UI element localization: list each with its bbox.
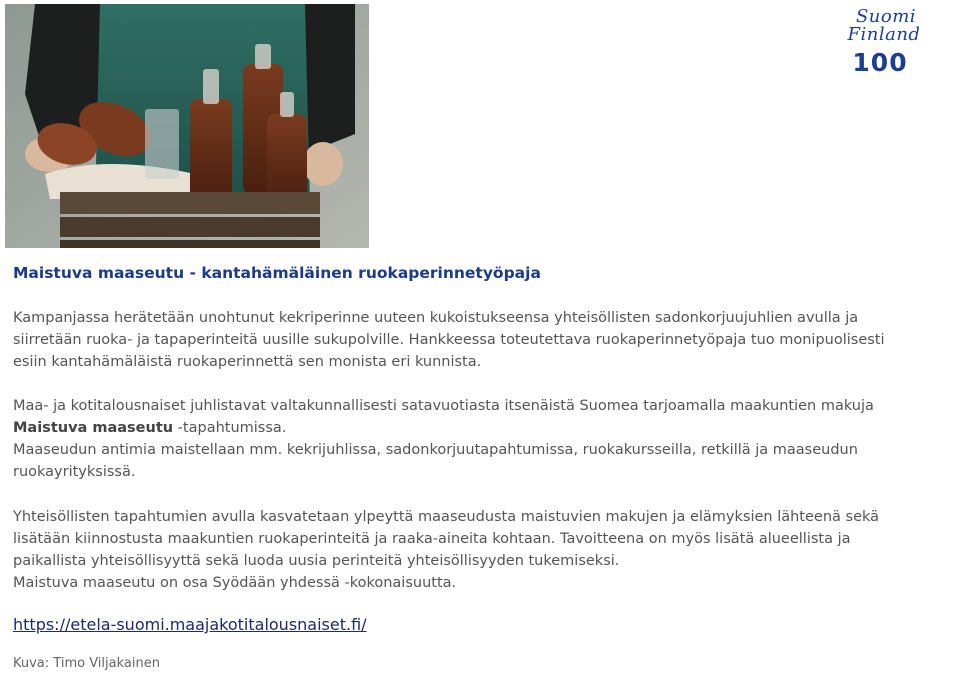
intro-paragraph — [13, 307, 953, 373]
website-link[interactable]: https://etela-suomi.maajakotitalousnaiset.fi/ — [13, 615, 367, 634]
logo-100-text: 100 — [852, 48, 908, 77]
paragraph-line: Maaseudun antimia maistellaan mm. kekrijuhlissa, sadonkorjuutapahtumissa, ruokakursseilla, retkillä ja maaseudun — [13, 442, 858, 458]
paragraph-line — [13, 417, 953, 439]
campaign-paragraph — [13, 395, 953, 483]
suomi-finland-100-logo — [830, 6, 930, 78]
photo-credit: Kuva: Timo Viljakainen — [13, 656, 160, 671]
paragraph-line: ruokayrityksissä. — [13, 464, 136, 480]
paragraph-line: Kampanjassa herätetään unohtunut kekriperinne uuteen kukoistukseensa yhteisöllisten sadonkorjuujuhlien avulla ja — [13, 310, 859, 326]
article-title: Maistuva maaseutu - kantahämäläinen ruokaperinnetyöpaja — [13, 264, 541, 282]
paragraph-line: siirretään ruoka- ja tapaperinteitä uusille sukupolville. Hankkeessa toteutettava ruokaperinnetyöpaja tuo monipuolisesti — [13, 332, 885, 348]
paragraph-line: esiin kantahämäläistä ruokaperinnettä sen monista eri kunnista. — [13, 354, 482, 370]
paragraph-line: paikallista yhteisöllisyyttä sekä luoda uusia perinteitä yhteisöllisyyden tukemiseksi. — [13, 553, 620, 569]
logo-suomi-text: Suomi — [855, 6, 917, 27]
paragraph-line: Yhteisöllisten tapahtumien avulla kasvatetaan ylpeyttä maaseudusta maistuvien makujen ja elämyksien lähteenä sekä — [13, 509, 880, 525]
goals-paragraph — [13, 506, 953, 594]
paragraph-line: Maa- ja kotitalousnaiset juhlistavat valtakunnallisesti satavuotiasta itsenäistä Suomea tarjoamalla maakuntien makuja — [13, 398, 874, 414]
paragraph-line: Maistuva maaseutu on osa Syödään yhdessä -kokonaisuutta. — [13, 575, 457, 591]
article-photo — [5, 4, 369, 248]
paragraph-line: lisätään kiinnostusta maakuntien ruokaperinteitä ja raaka-aineita kohtaan. Tavoitteena on myös lisätä alueellista ja — [13, 531, 851, 547]
campaign-name-bold: Maistuva maaseutu — [13, 420, 174, 436]
logo-finland-text: Finland — [847, 24, 921, 45]
paragraph-text: -tapahtumissa. — [173, 420, 287, 436]
